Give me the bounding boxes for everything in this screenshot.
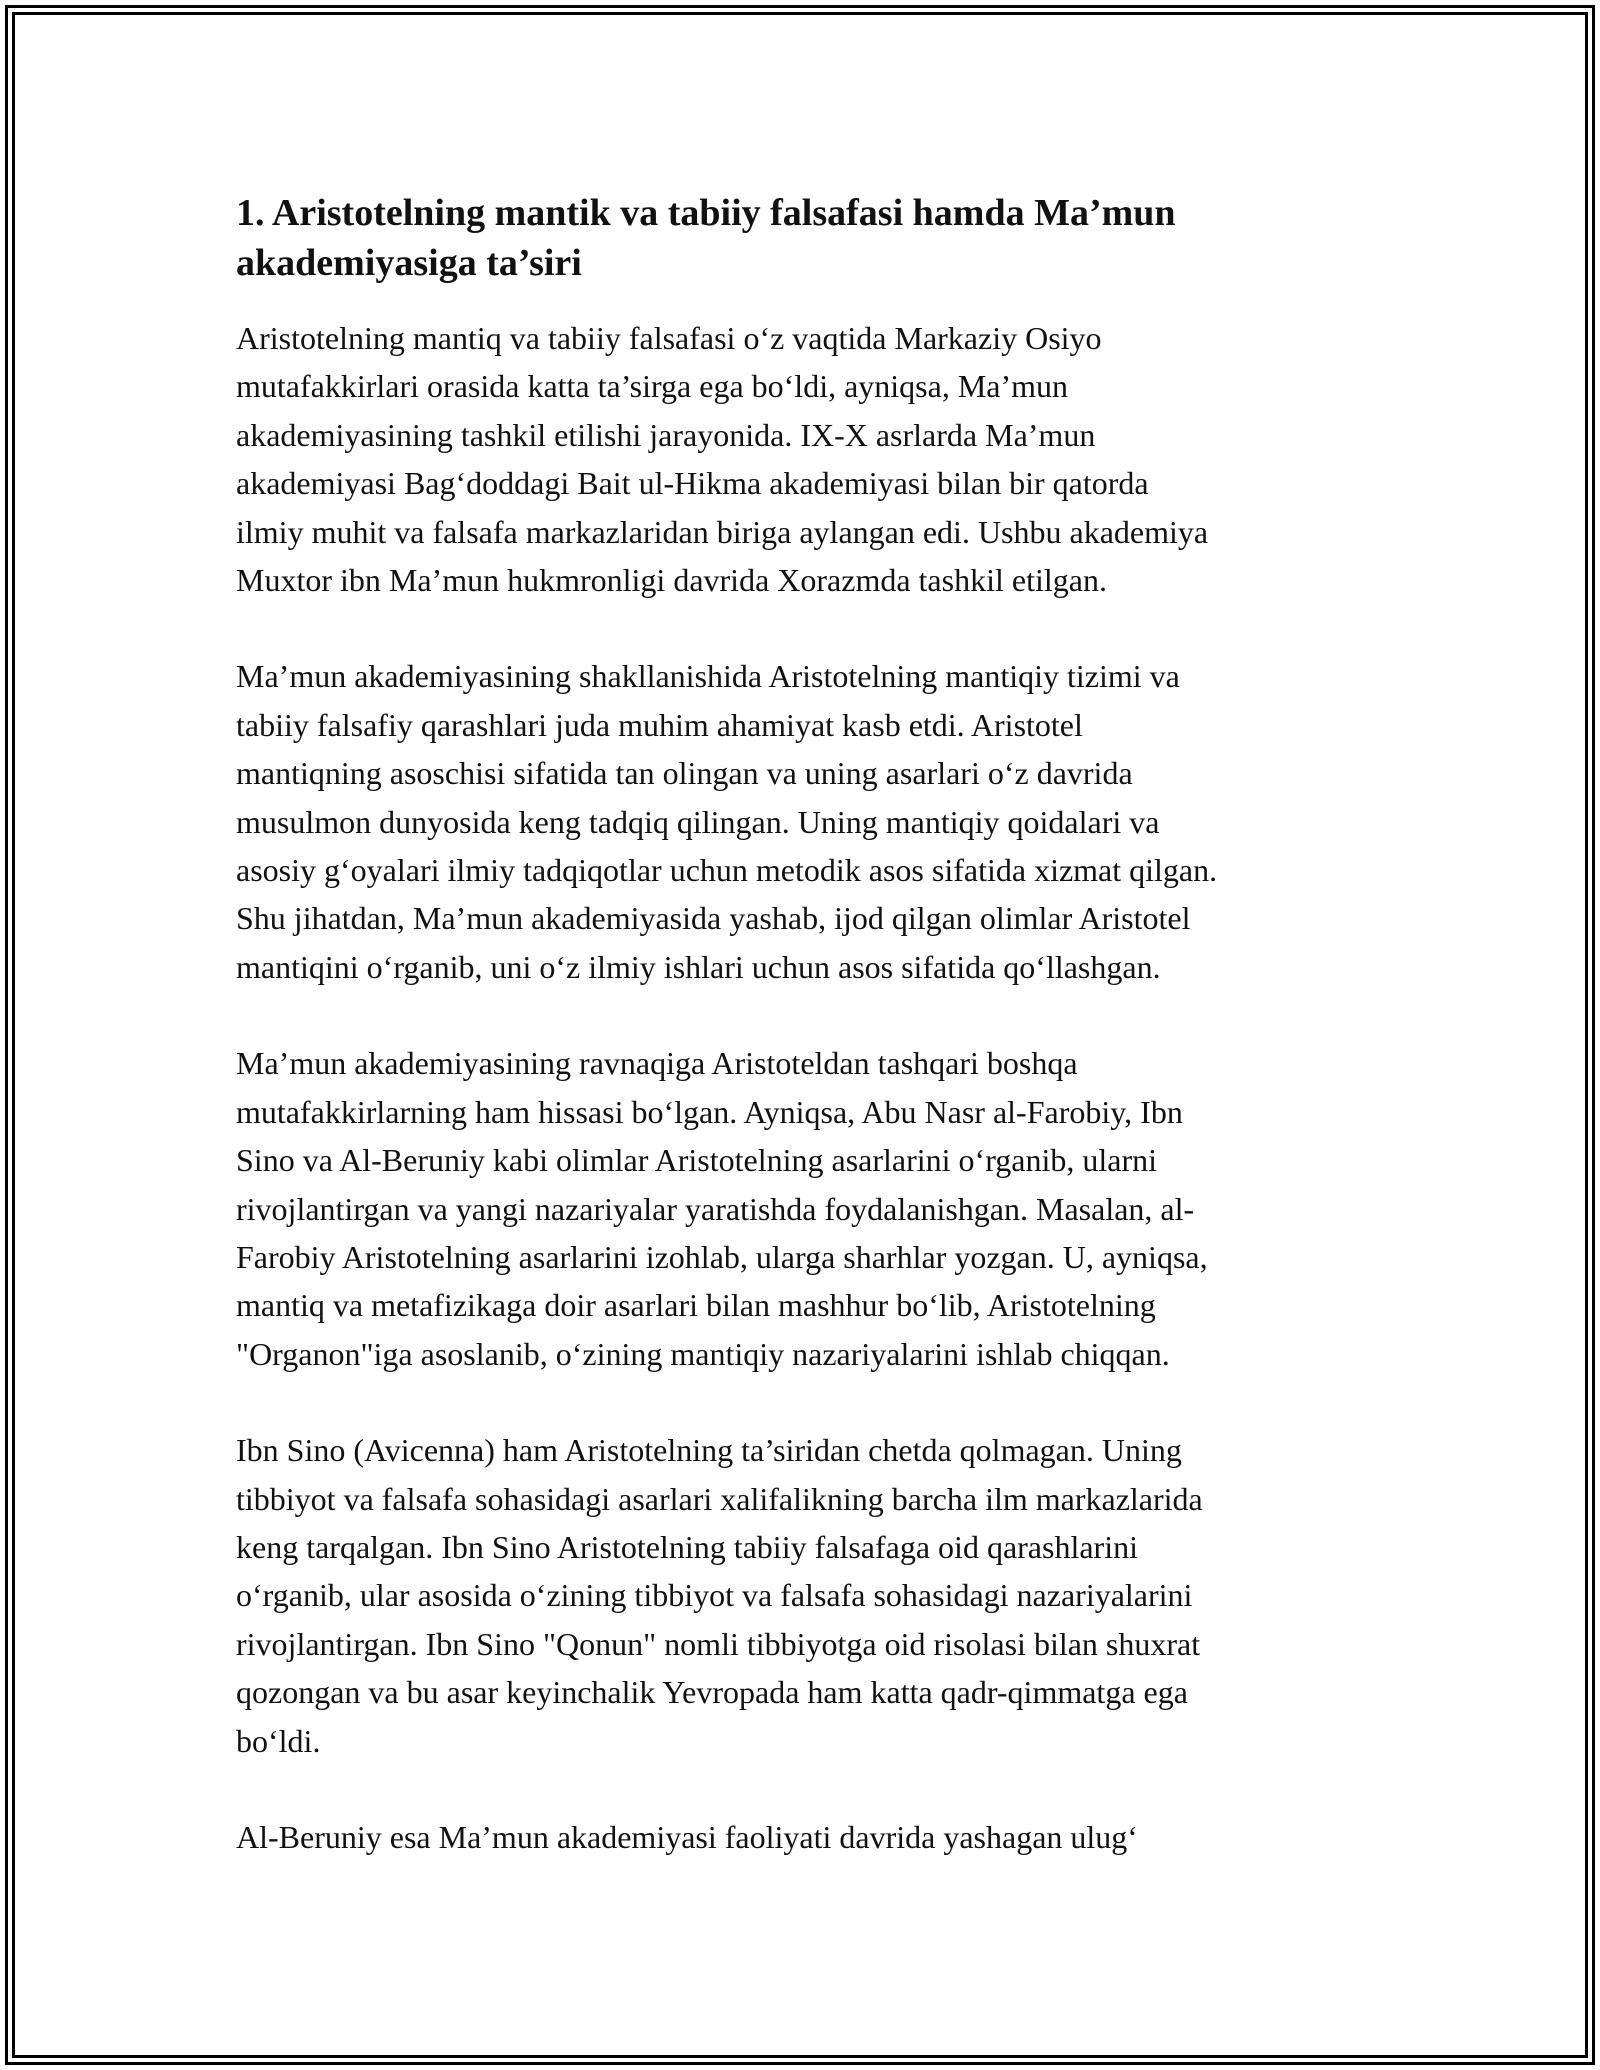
- paragraph-2: Ma’mun akademiyasining shakllanishida Aristotelning mantiqiy tizimi va tabiiy falsafiy qarashlari juda muhim ahamiyat kasb etdi. Aristotel mantiqning asoschisi sifatida tan olingan va uning asarlari o‘z davrida musulmon dunyosida keng tadqiq qilingan. Uning mantiqiy qoidalari va asosiy g‘oyalari ilmiy tadqiqotlar uchun metodik asos sifatida xizmat qilgan. Shu jihatdan, Ma’mun akademiyasida yashab, ijod qilgan olimlar Aristotel mantiqini o‘rganib, uni o‘z ilmiy ishlari uchun asos sifatida qo‘llashgan.: [236, 658, 1218, 985]
- document-body: [236, 188, 1366, 1909]
- paragraph-3: Ma’mun akademiyasining ravnaqiga Aristoteldan tashqari boshqa mutafakkirlarning ham hissasi bo‘lgan. Ayniqsa, Abu Nasr al-Farobiy, Ibn Sino va Al-Beruniy kabi olimlar Aristotelning asarlarini o‘rganib, ularni rivojlantirgan va yangi nazariyalar yaratishda foydalanishgan. Masalan, al- Farobiy Aristotelning asarlarini izohlab, ularga sharhlar yozgan. U, ayniqsa, mantiq va metafizikaga doir asarlari bilan mashhur bo‘lib, Aristotelning "Organon"iga asoslanib, o‘zining mantiqiy nazariyalarini ishlab chiqqan.: [236, 1045, 1208, 1372]
- paragraph-5: Al-Beruniy esa Ma’mun akademiyasi faoliyati davrida yashagan ulug‘: [236, 1818, 1138, 1855]
- section-title: 1. Aristotelning mantik va tabiiy falsafasi hamda Ma’mun akademiyasiga ta’siri: [236, 192, 1176, 284]
- paragraph-1: Aristotelning mantiq va tabiiy falsafasi o‘z vaqtida Markaziy Osiyo mutafakkirlari orasida katta ta’sirga ega bo‘ldi, ayniqsa, Ma’mun akademiyasining tashkil etilishi jarayonida. IX-X asrlarda Ma’mun akademiyasi Bag‘doddagi Bait ul-Hikma akademiyasi bilan bir qatorda ilmiy muhit va falsafa markazlaridan biriga aylangan edi. Ushbu akademiya Muxtor ibn Ma’mun hukmronligi davrida Xorazmda tashkil etilgan.: [236, 320, 1209, 599]
- paragraph-4: Ibn Sino (Avicenna) ham Aristotelning ta’siridan chetda qolmagan. Uning tibbiyot va falsafa sohasidagi asarlari xalifalikning barcha ilm markazlarida keng tarqalgan. Ibn Sino Aristotelning tabiiy falsafaga oid qarashlarini o‘rganib, ular asosida o‘zining tibbiyot va falsafa sohasidagi nazariyalarini rivojlantirgan. Ibn Sino "Qonun" nomli tibbiyotga oid risolasi bilan shuxrat qozongan va bu asar keyinchalik Yevropada ham katta qadr-qimmatga ega bo‘ldi.: [236, 1432, 1203, 1759]
